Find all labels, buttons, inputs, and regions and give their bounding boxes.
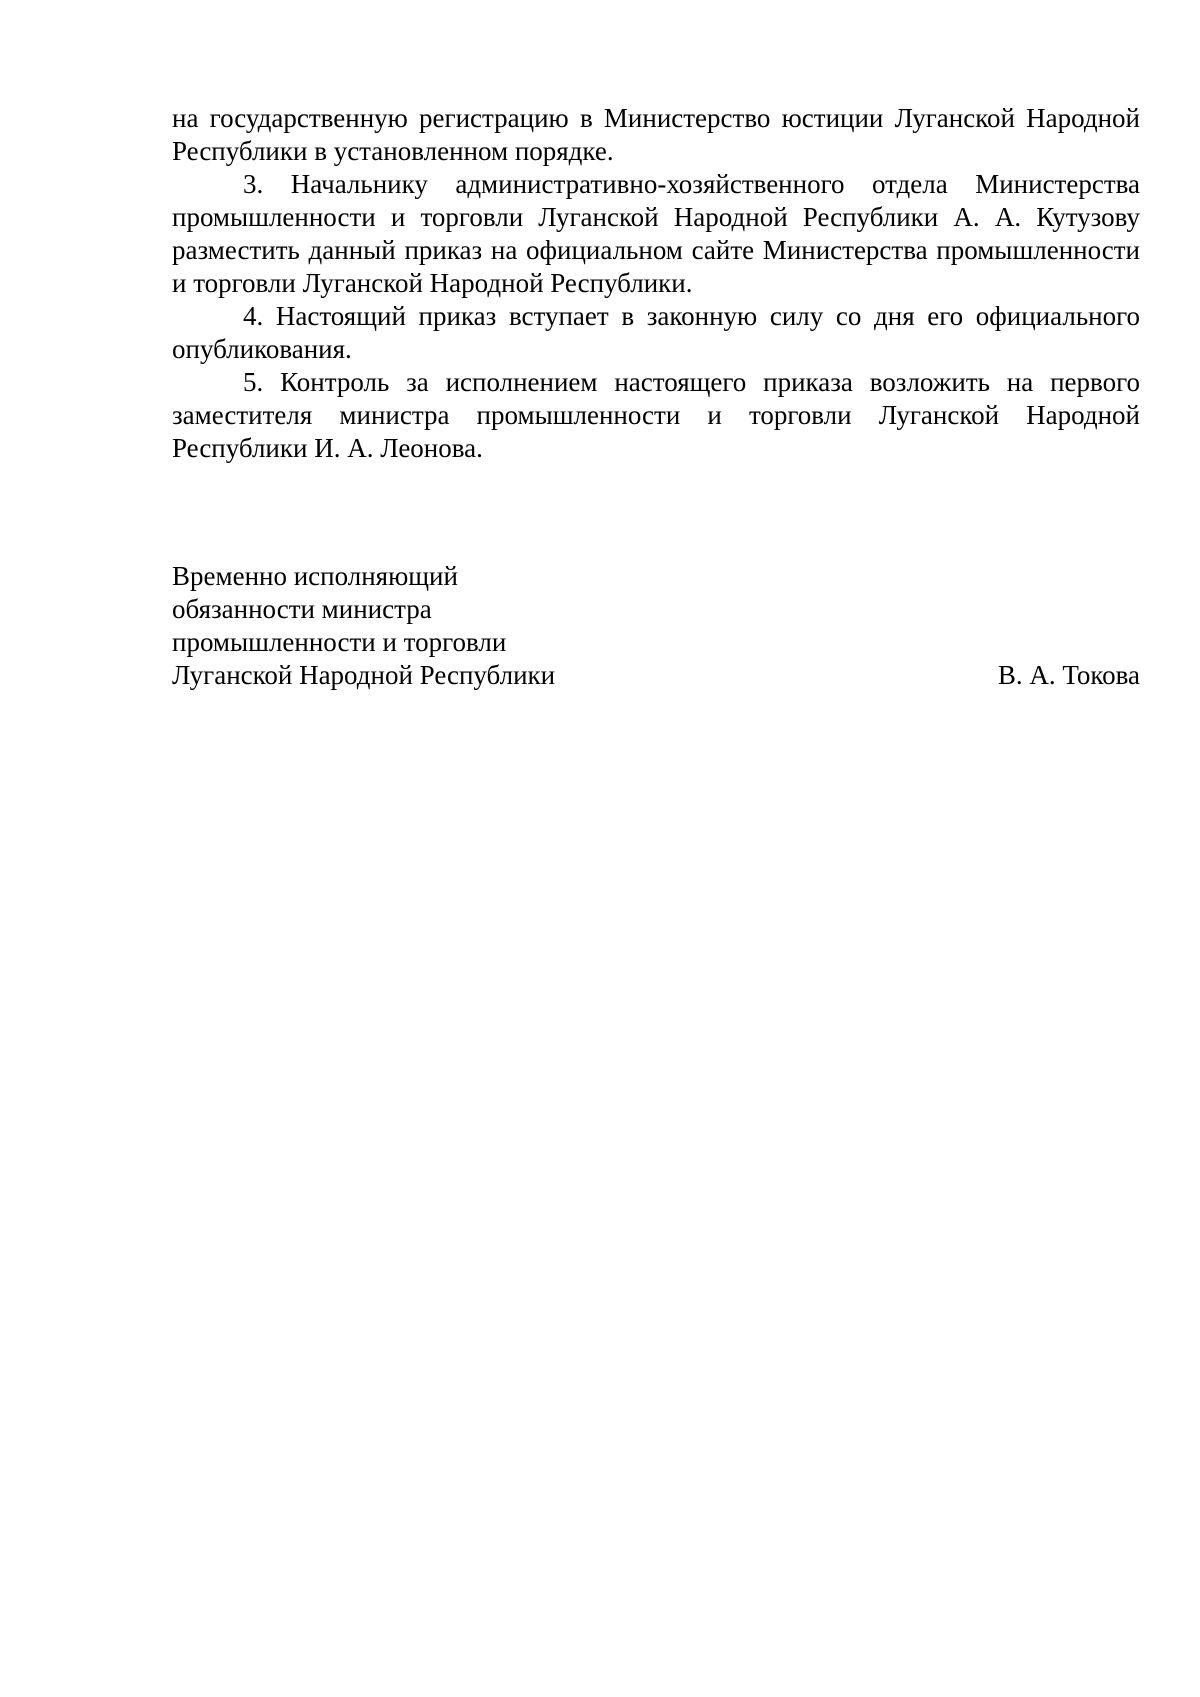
paragraph-continuation: на государственную регистрацию в Министерство юстиции Луганской Народной Республики в установленном порядке. (172, 103, 1140, 166)
signatory-name: В. А. Токова (997, 660, 1140, 690)
signatory-title-line-3: промышленности и торговли (172, 627, 507, 657)
signature-block (172, 560, 1140, 692)
paragraph-item-4: 4. Настоящий приказ вступает в законную силу со дня его официального опубликования. (172, 301, 1140, 364)
signatory-title-line-2: обязанности министра (172, 594, 432, 624)
signatory-final-row (172, 659, 1140, 692)
signatory-title-line-1: Временно исполняющий (172, 561, 458, 591)
paragraph-item-5: 5. Контроль за исполнением настоящего приказа возложить на первого заместителя министра промышленности и торговли Луганской Народной Республики И. А. Леонова. (172, 367, 1140, 463)
document-body (172, 102, 1140, 465)
signatory-title-line-4: Луганской Народной Республики (172, 660, 556, 690)
paragraph-item-3: 3. Начальнику административно-хозяйственного отдела Министерства промышленности и торговли Луганской Народной Республики А. А. Кутузову разместить данный приказ на официальном сайте Министерства промышленности и торговли Луганской Народной Республики. (172, 169, 1140, 298)
